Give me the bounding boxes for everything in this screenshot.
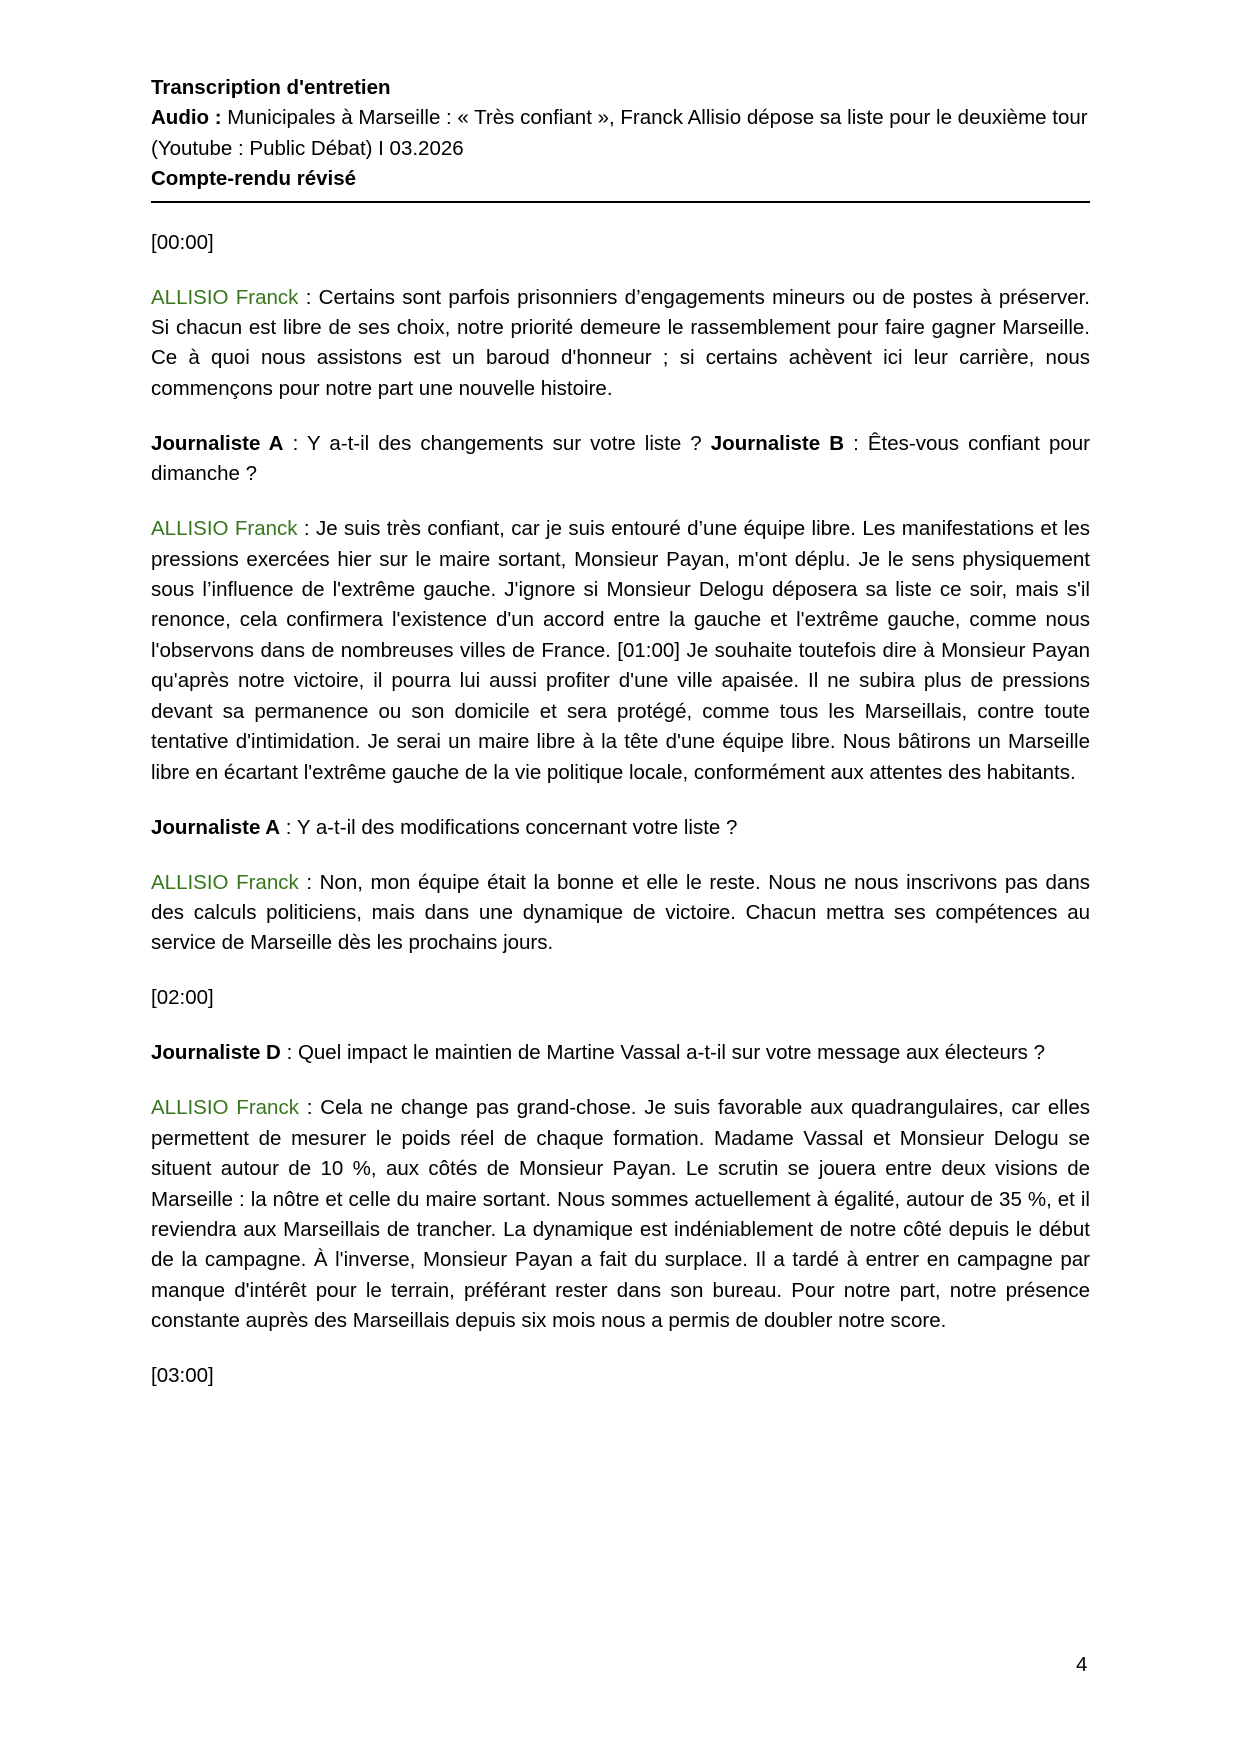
page-number: 4 [1076,1653,1088,1676]
timestamp-text: [02:00] [151,986,214,1010]
speaker-name: Journaliste D [151,1041,281,1065]
document-title: Transcription d'entretien [151,76,391,99]
transcript-turn [151,813,1090,843]
turn-text: : Quel impact le maintien de Martine Vassal a-t-il sur votre message aux électeurs ? [280,1041,1046,1065]
header-divider [151,201,1090,203]
transcript-turn [151,283,1090,405]
audio-source-text: Municipales à Marseille : « Très confiant », Franck Allisio dépose sa liste pour le deuxième tour (Youtube : Public Débat) I 03.2026 [151,106,1088,160]
speaker-name: ALLISIO Franck [151,285,299,309]
turn-text: : Êtes-vous confiant pour dimanche ? [151,431,1091,486]
turn-text: : Y a-t-il des modifications concernant votre liste ? [280,815,738,839]
timestamp [151,1361,1090,1391]
audio-source-line [151,103,1090,164]
speaker-name: ALLISIO Franck [151,1096,299,1120]
timestamp [151,983,1090,1013]
speaker-name: Journaliste B [710,431,845,455]
timestamp-text: [00:00] [151,230,214,254]
transcript-turn [151,868,1090,959]
turn-text: : Y a-t-il des changements sur votre liste ? [283,431,711,455]
timestamp-text: [03:00] [151,1364,214,1388]
speaker-name: Journaliste A [151,431,284,455]
speaker-name: ALLISIO Franck [151,517,298,541]
document-subtitle: Compte-rendu révisé [151,167,357,191]
turn-text: : Cela ne change pas grand-chose. Je suis favorable aux quadrangulaires, car elles permettent de mesurer le poids réel de chaque formation. Madame Vassal et Monsieur Delogu se situent autour de 10 %, aux côtés de Monsieur Payan. Le scrutin se jouera entre deux visions de Marseille : la nôtre et celle du maire sortant. Nous sommes actuellement à égalité, autour de 35 %, et il reviendra aux Marseillais de trancher. La dynamique est indéniablement de notre côté depuis le début de la campagne. À l'inverse, Monsieur Payan a fait du surplace. Il a tardé à entrer en campagne par manque d'intérêt pour le terrain, préférant rester dans son bureau. Pour notre part, notre présence constante auprès des Marseillais depuis six mois nous a permis de doubler notre score. [151,1096,1090,1333]
transcript-body [151,228,1090,1392]
transcript-turn [151,429,1090,490]
turn-text: : Non, mon équipe était la bonne et elle le reste. Nous ne nous inscrivons pas dans des calculs politiciens, mais dans une dynamique de victoire. Chacun mettra ses compétences au service de Marseille dès les prochains jours. [151,870,1090,955]
turn-text: : Certains sont parfois prisonniers d’engagements mineurs ou de postes à préserver. Si chacun est libre de ses choix, notre priorité demeure le rassemblement pour faire gagner Marseille. Ce à quoi nous assistons est un baroud d'honneur ; si certains achèvent ici leur carrière, nous commençons pour notre part une nouvelle histoire. [151,285,1090,400]
speaker-name: ALLISIO Franck [151,870,299,894]
transcript-turn [151,514,1090,788]
document-header [151,73,1090,203]
transcript-turn [151,1093,1090,1336]
document-page [151,73,1090,1416]
transcript-turn [151,1038,1090,1068]
timestamp [151,228,1090,258]
speaker-name: Journaliste A [151,815,281,839]
audio-label: Audio : [151,106,222,130]
turn-text: : Je suis très confiant, car je suis entouré d’une équipe libre. Les manifestations et les pressions exercées hier sur le maire sortant, Monsieur Payan, m'ont déplu. Je le sens physiquement sous l’influence de l'extrême gauche. J'ignore si Monsieur Delogu déposera sa liste ce soir, mais s'il renonce, cela confirmera l'existence d'un accord entre la gauche et l'extrême gauche, comme nous l'observons dans de nombreuses villes de France. [01:00] Je souhaite toutefois dire à Monsieur Payan qu'après notre victoire, il pourra lui aussi profiter d'une ville apaisée. Il ne subira plus de pressions devant sa permanence ou son domicile et sera protégé, comme tous les Marseillais, contre toute tentative d'intimidation. Je serai un maire libre à la tête d'une équipe libre. Nous bâtirons un Marseille libre en écartant l'extrême gauche de la vie politique locale, conformément aux attentes des habitants. [151,517,1090,784]
